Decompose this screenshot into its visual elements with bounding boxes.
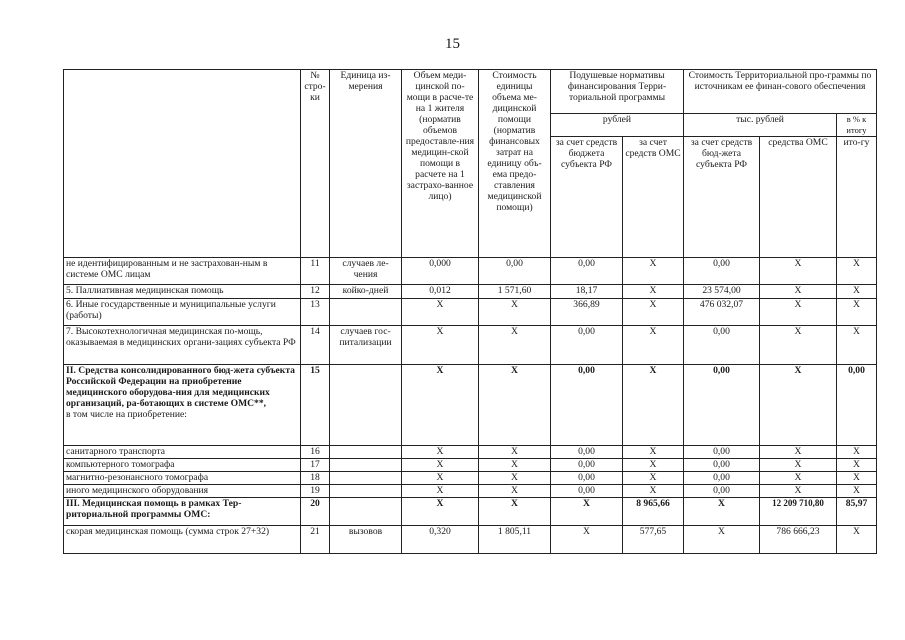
table-row <box>64 446 877 459</box>
header-unit-thousand-rubles: тыс. рублей <box>684 114 837 137</box>
row-budget-norm: 0,00 <box>551 459 623 472</box>
financing-table <box>63 69 877 554</box>
table-row <box>64 365 877 446</box>
row-unit-cost: X <box>479 472 551 485</box>
row-oms-norm: X <box>623 285 684 299</box>
header-per-capita-norms: Подушевые нормативы финансирования Терри-ториальной программы <box>551 70 684 114</box>
section-subtitle: в том числе на приобретение: <box>66 409 187 420</box>
table-row <box>64 258 877 285</box>
row-unit-cost: X <box>479 446 551 459</box>
row-percent: X <box>837 299 877 326</box>
row-name: 7. Высокотехнологичная медицинская по-мощь, оказываемая в медицинских органи-зациях субъекта РФ <box>64 326 301 365</box>
header-row-number: № стро-ки <box>301 70 330 258</box>
row-oms-cost: X <box>760 326 837 365</box>
row-name: санитарного транспорта <box>64 446 301 459</box>
row-budget-norm: 0,00 <box>551 485 623 498</box>
row-oms-norm: X <box>623 485 684 498</box>
header-total-share: ито-гу <box>837 137 877 258</box>
row-volume: X <box>402 446 479 459</box>
row-name: III. Медицинская помощь в рамках Тер-риториальной программы ОМС: <box>64 498 301 526</box>
row-budget-cost: 0,00 <box>684 485 760 498</box>
row-volume: 0,012 <box>402 285 479 299</box>
row-unit: случаев гос-питализации <box>330 326 402 365</box>
row-name: 6. Иные государственные и муниципальные услуги (работы) <box>64 299 301 326</box>
table-row <box>64 326 877 365</box>
row-unit <box>330 446 402 459</box>
row-oms-cost: X <box>760 299 837 326</box>
header-unit-percent: в % к итогу <box>837 114 877 137</box>
row-name: не идентифицированным и не застрахован-ным в системе ОМС лицам <box>64 258 301 285</box>
row-oms-norm: X <box>623 446 684 459</box>
row-number: 16 <box>301 446 330 459</box>
header-budget-norm: за счет средств бюджета субъекта РФ <box>551 137 623 258</box>
header-volume: Объем меди-цинской по-мощи в расче-те на 1 жителя (норматив объемов предоставле-ния медицин-ской помощи в расчете на 1 застрахо-ванное лицо) <box>402 70 479 258</box>
row-volume: 0,000 <box>402 258 479 285</box>
row-unit-cost: X <box>479 485 551 498</box>
row-name <box>64 365 301 446</box>
row-name: магнитно-резонансного томографа <box>64 472 301 485</box>
row-budget-cost: 0,00 <box>684 365 760 446</box>
row-budget-norm: 0,00 <box>551 472 623 485</box>
row-budget-norm: 0,00 <box>551 365 623 446</box>
row-oms-cost: 786 666,23 <box>760 526 837 554</box>
header-unit-rubles: рублей <box>551 114 684 137</box>
row-number: 14 <box>301 326 330 365</box>
row-volume: X <box>402 365 479 446</box>
row-number: 11 <box>301 258 330 285</box>
row-name: иного медицинского оборудования <box>64 485 301 498</box>
row-number: 20 <box>301 498 330 526</box>
row-volume: X <box>402 326 479 365</box>
row-volume: X <box>402 299 479 326</box>
row-volume: X <box>402 485 479 498</box>
table-row <box>64 285 877 299</box>
row-percent: X <box>837 446 877 459</box>
header-unit-cost: Стоимость единицы объема ме-дицинской помощи (норматив финансовых затрат на единицу объ-ема предо-ставления медицинской помощи) <box>479 70 551 258</box>
section-title: II. Средства консолидированного бюд-жета субъекта Российской Федерации на приобретение медицинского оборудова-ния для медицинских организаций, ра-ботающих в системе ОМС**, <box>66 365 295 409</box>
row-oms-norm: X <box>623 459 684 472</box>
row-volume: X <box>402 472 479 485</box>
row-unit-cost: X <box>479 459 551 472</box>
row-volume: X <box>402 459 479 472</box>
table-row <box>64 485 877 498</box>
row-budget-norm: 0,00 <box>551 258 623 285</box>
row-number: 21 <box>301 526 330 554</box>
row-unit-cost: 0,00 <box>479 258 551 285</box>
row-unit: койко-дней <box>330 285 402 299</box>
row-percent: 0,00 <box>837 365 877 446</box>
row-number: 17 <box>301 459 330 472</box>
row-budget-cost: 23 574,00 <box>684 285 760 299</box>
row-unit <box>330 472 402 485</box>
page-number: 15 <box>445 36 460 52</box>
row-percent: X <box>837 326 877 365</box>
row-oms-norm: X <box>623 326 684 365</box>
row-oms-cost: X <box>760 459 837 472</box>
row-name: компьютерного томографа <box>64 459 301 472</box>
row-unit: вызовов <box>330 526 402 554</box>
row-oms-norm: X <box>623 365 684 446</box>
row-unit-cost: 1 805,11 <box>479 526 551 554</box>
row-volume: 0,320 <box>402 526 479 554</box>
row-unit-cost: 1 571,60 <box>479 285 551 299</box>
row-unit <box>330 459 402 472</box>
header-program-cost: Стоимость Территориальной про-граммы по источникам ее финан-сового обеспечения <box>684 70 877 114</box>
row-oms-norm: X <box>623 472 684 485</box>
row-oms-cost: X <box>760 285 837 299</box>
row-oms-norm: 8 965,66 <box>623 498 684 526</box>
row-number: 15 <box>301 365 330 446</box>
table-row <box>64 472 877 485</box>
row-oms-cost: 12 209 710,80 <box>760 498 837 526</box>
row-percent: X <box>837 472 877 485</box>
table-row <box>64 498 877 526</box>
row-budget-cost: 0,00 <box>684 446 760 459</box>
row-budget-cost: 0,00 <box>684 326 760 365</box>
row-unit-cost: X <box>479 498 551 526</box>
row-budget-norm: 366,89 <box>551 299 623 326</box>
row-oms-cost: X <box>760 446 837 459</box>
row-percent: X <box>837 459 877 472</box>
row-budget-cost: X <box>684 526 760 554</box>
table-row <box>64 526 877 554</box>
row-percent: X <box>837 526 877 554</box>
header-oms-norm: за счет средств ОМС <box>623 137 684 258</box>
row-oms-cost: X <box>760 365 837 446</box>
row-budget-cost: 0,00 <box>684 459 760 472</box>
row-unit-cost: X <box>479 365 551 446</box>
row-oms-norm: X <box>623 299 684 326</box>
header-budget-cost: за счет средств бюд-жета субъекта РФ <box>684 137 760 258</box>
table-row <box>64 299 877 326</box>
row-number: 19 <box>301 485 330 498</box>
row-unit: случаев ле-чения <box>330 258 402 285</box>
row-number: 18 <box>301 472 330 485</box>
header-oms-cost: средства ОМС <box>760 137 837 258</box>
row-oms-cost: X <box>760 485 837 498</box>
header-unit: Единица из-мерения <box>330 70 402 258</box>
row-unit <box>330 485 402 498</box>
row-unit <box>330 498 402 526</box>
row-oms-cost: X <box>760 472 837 485</box>
row-budget-norm: X <box>551 498 623 526</box>
row-oms-norm: X <box>623 258 684 285</box>
row-name: 5. Паллиативная медицинская помощь <box>64 285 301 299</box>
row-budget-cost: 0,00 <box>684 258 760 285</box>
row-percent: X <box>837 485 877 498</box>
row-percent: 85,97 <box>837 498 877 526</box>
row-unit <box>330 299 402 326</box>
row-budget-norm: 0,00 <box>551 326 623 365</box>
row-budget-norm: 18,17 <box>551 285 623 299</box>
row-percent: X <box>837 285 877 299</box>
row-budget-cost: X <box>684 498 760 526</box>
header-name-cell <box>64 70 301 258</box>
row-percent: X <box>837 258 877 285</box>
row-number: 12 <box>301 285 330 299</box>
row-unit <box>330 365 402 446</box>
row-unit-cost: X <box>479 326 551 365</box>
row-budget-cost: 476 032,07 <box>684 299 760 326</box>
row-oms-cost: X <box>760 258 837 285</box>
row-oms-norm: 577,65 <box>623 526 684 554</box>
row-budget-cost: 0,00 <box>684 472 760 485</box>
row-unit-cost: X <box>479 299 551 326</box>
row-number: 13 <box>301 299 330 326</box>
table-row <box>64 459 877 472</box>
row-budget-norm: 0,00 <box>551 446 623 459</box>
row-name: скорая медицинская помощь (сумма строк 27+32) <box>64 526 301 554</box>
row-volume: X <box>402 498 479 526</box>
row-budget-norm: X <box>551 526 623 554</box>
